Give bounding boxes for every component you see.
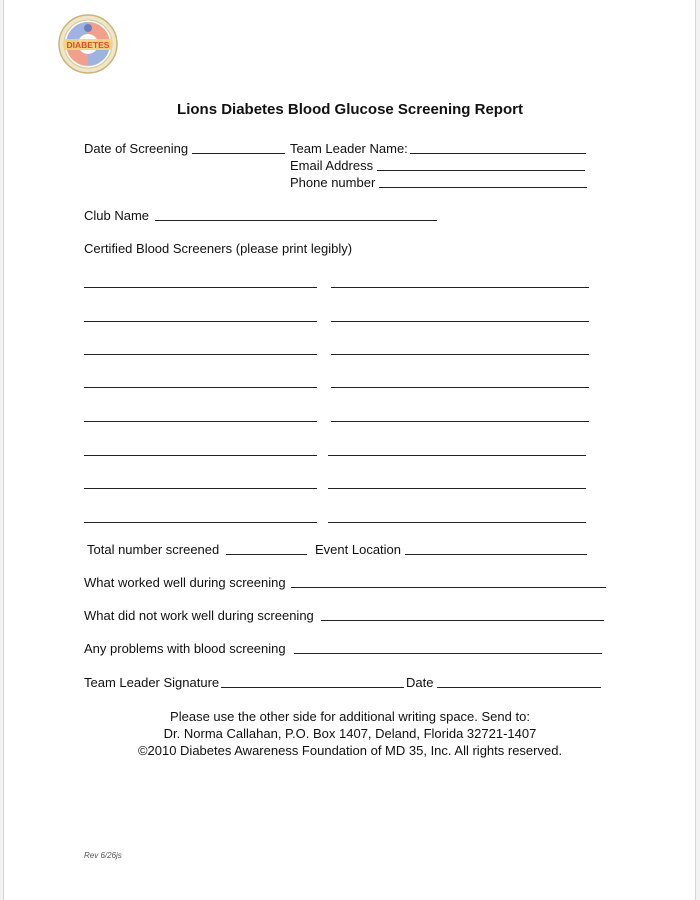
worked-well-label: What worked well during screening <box>84 575 286 590</box>
total-screened-field[interactable] <box>226 554 307 555</box>
screener-line-right-4[interactable] <box>331 387 589 388</box>
date-label: Date <box>406 675 434 690</box>
footer-address: Dr. Norma Callahan, P.O. Box 1407, Deland, Florida 32721-1407 <box>163 726 537 741</box>
screener-line-right-1[interactable] <box>331 287 589 288</box>
lions-diabetes-logo <box>58 14 118 74</box>
screener-line-right-5[interactable] <box>331 421 589 422</box>
screener-line-left-1[interactable] <box>84 287 317 288</box>
screener-line-right-6[interactable] <box>328 455 586 456</box>
club-name-label: Club Name <box>84 208 150 223</box>
screener-line-left-4[interactable] <box>84 387 317 388</box>
signature-field[interactable] <box>221 687 404 688</box>
screener-line-left-5[interactable] <box>84 421 317 422</box>
total-screened-label: Total number screened <box>87 542 220 557</box>
form-title: Lions Diabetes Blood Glucose Screening Report <box>177 101 523 118</box>
problems-label: Any problems with blood screening <box>84 641 286 656</box>
did-not-work-field[interactable] <box>321 620 604 621</box>
screener-line-right-2[interactable] <box>331 321 589 322</box>
logo-text: DIABETES <box>66 40 110 50</box>
screener-line-left-3[interactable] <box>84 354 317 355</box>
revision-note: Rev 6/26js <box>84 851 122 860</box>
email-address-label: Email Address <box>290 158 374 173</box>
screener-line-right-7[interactable] <box>328 488 586 489</box>
team-leader-name-field[interactable] <box>410 153 586 154</box>
worked-well-field[interactable] <box>291 587 606 588</box>
problems-field[interactable] <box>294 653 602 654</box>
form-page <box>3 0 696 900</box>
team-leader-name-label: Team Leader Name: <box>290 141 408 156</box>
signature-label: Team Leader Signature <box>84 675 220 690</box>
footer-copyright: ©2010 Diabetes Awareness Foundation of MD 35, Inc. All rights reserved. <box>137 743 563 758</box>
event-location-field[interactable] <box>405 554 587 555</box>
screener-line-right-3[interactable] <box>331 354 589 355</box>
date-of-screening-label: Date of Screening <box>84 141 189 156</box>
date-field[interactable] <box>437 687 601 688</box>
phone-number-label: Phone number <box>290 175 376 190</box>
certified-screeners-label: Certified Blood Screeners (please print legibly) <box>84 241 353 256</box>
screener-line-left-7[interactable] <box>84 488 317 489</box>
date-of-screening-field[interactable] <box>192 153 285 154</box>
club-name-field[interactable] <box>155 220 437 221</box>
screener-line-right-8[interactable] <box>328 522 586 523</box>
did-not-work-label: What did not work well during screening <box>84 608 314 623</box>
screener-line-left-8[interactable] <box>84 522 317 523</box>
email-address-field[interactable] <box>377 170 585 171</box>
event-location-label: Event Location <box>315 542 402 557</box>
screener-line-left-6[interactable] <box>84 455 317 456</box>
phone-number-field[interactable] <box>379 187 587 188</box>
screener-line-left-2[interactable] <box>84 321 317 322</box>
footer-instructions: Please use the other side for additional writing space. Send to: <box>170 709 530 724</box>
